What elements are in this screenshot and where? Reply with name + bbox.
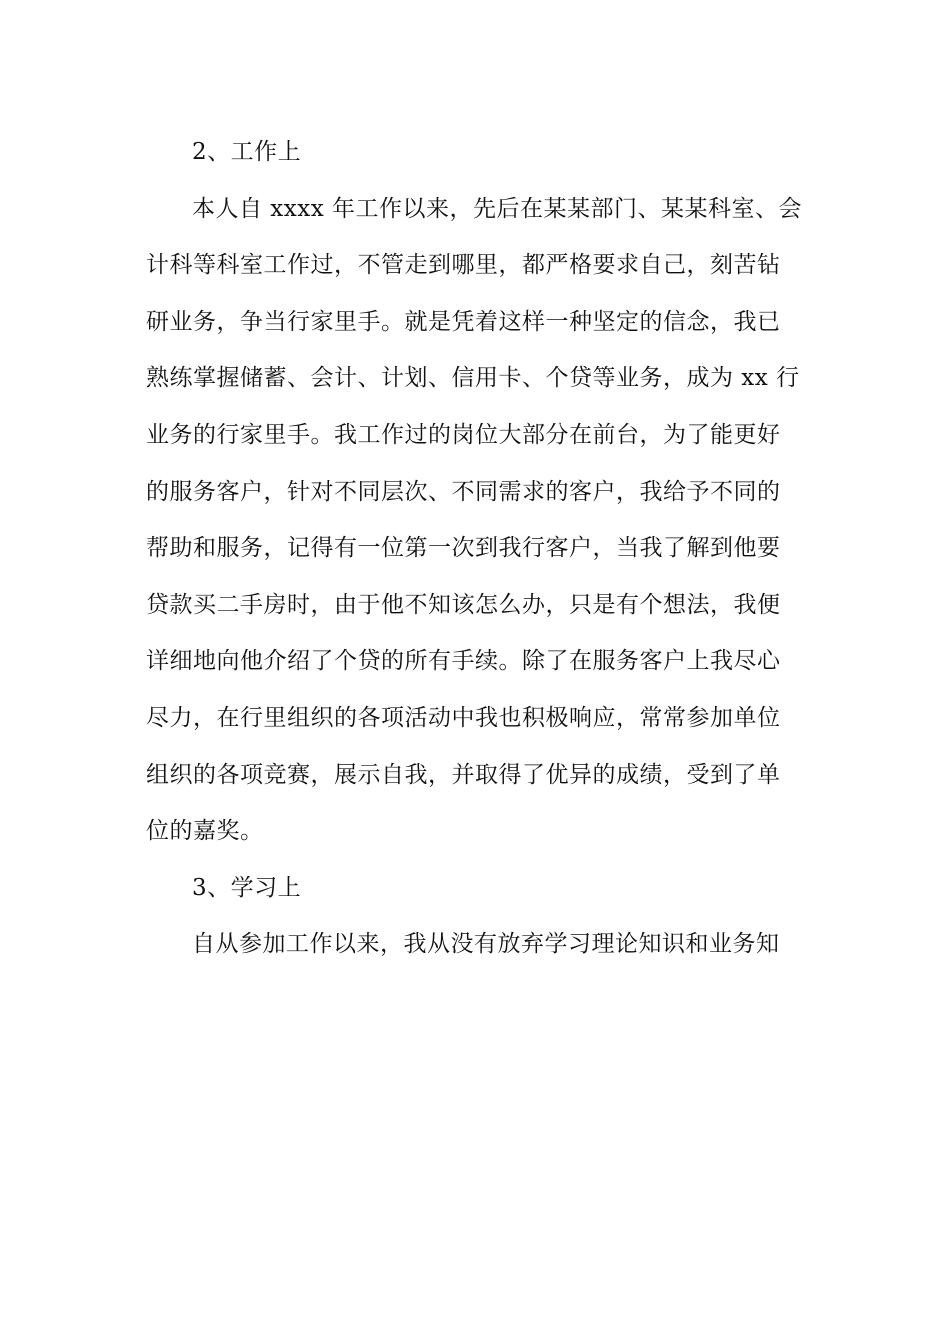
paragraph-line: 详细地向他介绍了个贷的所有手续。除了在服务客户上我尽心 (146, 648, 781, 675)
document-body (146, 124, 806, 973)
paragraph-line: 尽力，在行里组织的各项活动中我也积极响应，常常参加单位 (146, 704, 781, 731)
paragraph-line: 帮助和服务，记得有一位第一次到我行客户，当我了解到他要 (146, 535, 781, 562)
section-heading-work: 2、工作上 (192, 139, 302, 165)
paragraph-line: 组织的各项竞赛，展示自我，并取得了优异的成绩，受到了单 (146, 761, 781, 788)
paragraph-line: 熟练掌握储蓄、会计、计划、信用卡、个贷等业务，成为 xx 行 (146, 365, 800, 392)
paragraph-line: 研业务，争当行家里手。就是凭着这样一种坚定的信念，我已 (146, 308, 781, 335)
section-heading-study: 3、学习上 (192, 874, 302, 901)
paragraph-line: 贷款买二手房时，由于他不知该怎么办，只是有个想法，我便 (146, 591, 781, 618)
paragraph-line: 业务的行家里手。我工作过的岗位大部分在前台，为了能更好 (146, 421, 781, 448)
paragraph-line: 计科等科室工作过，不管走到哪里，都严格要求自己，刻苦钻 (146, 252, 781, 279)
paragraph-line: 本人自 xxxx 年工作以来，先后在某某部门、某某科室、会 (192, 195, 803, 222)
paragraph-line: 位的嘉奖。 (146, 818, 264, 845)
paragraph-line: 自从参加工作以来，我从没有放弃学习理论知识和业务知 (192, 931, 780, 958)
paragraph-line: 的服务客户，针对不同层次、不同需求的客户，我给予不同的 (146, 478, 781, 505)
